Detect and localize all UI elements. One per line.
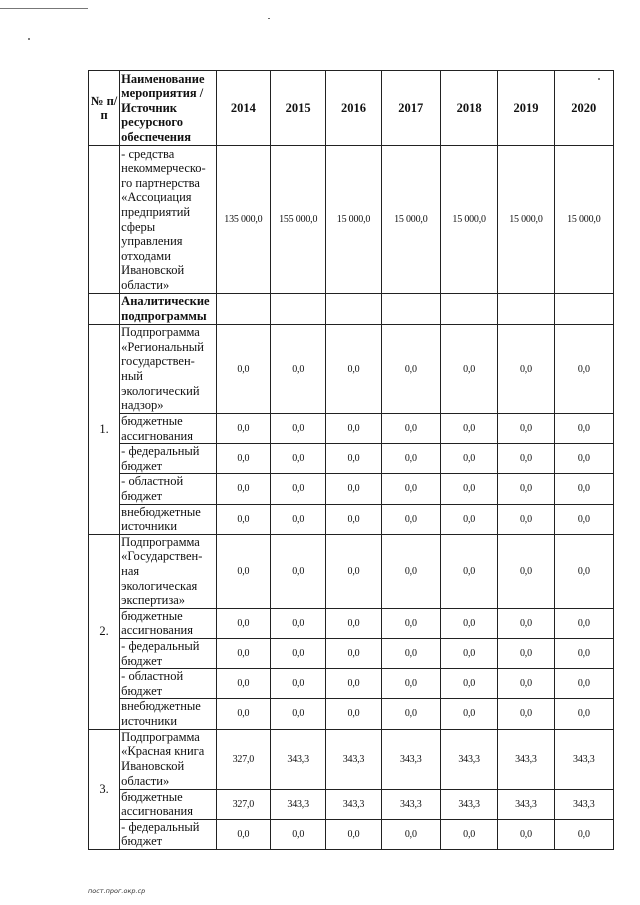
row-value: 15 000,0 (554, 146, 613, 294)
row-value: 0,0 (554, 534, 613, 608)
row-value: 0,0 (381, 638, 440, 668)
row-value: 0,0 (216, 474, 270, 504)
row-value: 0,0 (554, 699, 613, 729)
row-value: 343,3 (326, 729, 381, 789)
row-value-empty (381, 294, 440, 325)
row-value: 0,0 (440, 414, 497, 444)
table-row (89, 819, 614, 849)
row-value: 0,0 (326, 819, 381, 849)
row-value: 343,3 (381, 789, 440, 819)
row-value: 0,0 (381, 474, 440, 504)
row-value: 343,3 (498, 789, 554, 819)
row-value: 327,0 (216, 789, 270, 819)
row-value: 0,0 (216, 699, 270, 729)
table-row (89, 474, 614, 504)
row-value: 0,0 (498, 699, 554, 729)
row-value: 0,0 (271, 414, 326, 444)
row-value: 0,0 (440, 699, 497, 729)
row-value: 343,3 (326, 789, 381, 819)
row-value: 0,0 (216, 669, 270, 699)
row-value: 0,0 (440, 504, 497, 534)
row-value: 343,3 (271, 729, 326, 789)
row-value-empty (271, 294, 326, 325)
row-value: 0,0 (381, 699, 440, 729)
row-value: 343,3 (554, 789, 613, 819)
row-value: 0,0 (216, 608, 270, 638)
header-year: 2015 (271, 71, 326, 146)
row-value: 0,0 (554, 325, 613, 414)
row-value: 0,0 (440, 325, 497, 414)
row-value: 343,3 (271, 789, 326, 819)
row-value: 0,0 (554, 608, 613, 638)
row-value: 0,0 (216, 444, 270, 474)
table-row (89, 608, 614, 638)
row-value: 0,0 (440, 669, 497, 699)
row-value: 0,0 (326, 669, 381, 699)
row-name: внебюджетные источники (120, 504, 217, 534)
table-row (89, 146, 614, 294)
row-value: 0,0 (216, 819, 270, 849)
row-value: 0,0 (554, 444, 613, 474)
row-value: 0,0 (554, 474, 613, 504)
row-num: 2. (89, 534, 120, 729)
row-name: Подпрограмма «Красная книга Ивановской области» (120, 729, 217, 789)
row-value: 0,0 (381, 669, 440, 699)
row-name: бюджетные ассигнования (120, 608, 217, 638)
row-value: 0,0 (381, 819, 440, 849)
row-value: 0,0 (381, 444, 440, 474)
header-name: Наименование мероприятия / Источник ресурсного обеспечения (120, 71, 217, 146)
row-value: 0,0 (498, 669, 554, 699)
row-value: 0,0 (271, 669, 326, 699)
row-value: 0,0 (326, 608, 381, 638)
row-value: 0,0 (498, 534, 554, 608)
row-value: 343,3 (440, 789, 497, 819)
row-name: Подпрограмма «Государствен-ная экологическая экспертиза» (120, 534, 217, 608)
table-row (89, 534, 614, 608)
row-num: 1. (89, 325, 120, 535)
row-value: 0,0 (326, 325, 381, 414)
row-value: 0,0 (326, 444, 381, 474)
row-name: - средства некоммерческо-го партнерства «Ассоциация предприятий сферы управления отходами Ивановской области» (120, 146, 217, 294)
row-value-empty (216, 294, 270, 325)
row-value: 15 000,0 (440, 146, 497, 294)
row-value: 0,0 (498, 608, 554, 638)
row-value: 0,0 (554, 504, 613, 534)
row-value: 0,0 (381, 534, 440, 608)
table-row (89, 699, 614, 729)
row-value: 0,0 (271, 504, 326, 534)
row-value: 0,0 (271, 444, 326, 474)
row-value: 0,0 (440, 819, 497, 849)
row-name: - федеральный бюджет (120, 444, 217, 474)
row-value: 15 000,0 (381, 146, 440, 294)
row-name: - областной бюджет (120, 474, 217, 504)
row-name: внебюджетные источники (120, 699, 217, 729)
table-row (89, 789, 614, 819)
row-value: 0,0 (440, 608, 497, 638)
row-value: 343,3 (498, 729, 554, 789)
row-value: 15 000,0 (498, 146, 554, 294)
row-value-empty (554, 294, 613, 325)
footer-filename: пост.прог.окр.ср (88, 887, 146, 895)
header-year: 2016 (326, 71, 381, 146)
scan-speck (268, 18, 270, 19)
row-value: 0,0 (554, 669, 613, 699)
row-value: 0,0 (326, 534, 381, 608)
row-value: 0,0 (326, 638, 381, 668)
row-value-empty (326, 294, 381, 325)
header-num: № п/п (89, 71, 120, 146)
row-value: 343,3 (554, 729, 613, 789)
row-value: 0,0 (216, 414, 270, 444)
row-value: 0,0 (326, 414, 381, 444)
table-row (89, 325, 614, 414)
row-value: 0,0 (216, 504, 270, 534)
row-value: 0,0 (326, 699, 381, 729)
row-value: 0,0 (271, 638, 326, 668)
row-value: 0,0 (326, 504, 381, 534)
table-row (89, 294, 614, 325)
row-value: 0,0 (498, 414, 554, 444)
row-value: 0,0 (498, 444, 554, 474)
scan-speck (28, 38, 30, 40)
row-value: 327,0 (216, 729, 270, 789)
header-year: 2014 (216, 71, 270, 146)
row-value: 0,0 (498, 504, 554, 534)
section-title: Аналитические подпрограммы (120, 294, 217, 325)
row-value: 0,0 (440, 474, 497, 504)
row-value: 135 000,0 (216, 146, 270, 294)
row-value: 0,0 (554, 819, 613, 849)
row-value: 0,0 (381, 325, 440, 414)
budget-table (88, 70, 614, 850)
row-value: 343,3 (440, 729, 497, 789)
row-value: 0,0 (271, 474, 326, 504)
scan-artifact-line (0, 8, 88, 9)
row-value: 0,0 (440, 444, 497, 474)
row-value: 0,0 (216, 638, 270, 668)
row-value: 0,0 (498, 819, 554, 849)
table-row (89, 414, 614, 444)
row-name: бюджетные ассигнования (120, 789, 217, 819)
row-value: 343,3 (381, 729, 440, 789)
row-value: 0,0 (440, 638, 497, 668)
row-value-empty (498, 294, 554, 325)
row-value: 0,0 (216, 325, 270, 414)
header-year: 2017 (381, 71, 440, 146)
row-num-empty (89, 146, 120, 294)
header-row (89, 71, 614, 146)
row-value: 0,0 (271, 608, 326, 638)
row-value: 0,0 (381, 608, 440, 638)
header-year: 2018 (440, 71, 497, 146)
table-row (89, 669, 614, 699)
row-value: 0,0 (381, 414, 440, 444)
table-row (89, 444, 614, 474)
table-row (89, 729, 614, 789)
row-name: бюджетные ассигнования (120, 414, 217, 444)
table-row (89, 504, 614, 534)
header-year: 2019 (498, 71, 554, 146)
row-value: 0,0 (498, 474, 554, 504)
row-value: 0,0 (554, 414, 613, 444)
row-value: 0,0 (498, 638, 554, 668)
table-row (89, 638, 614, 668)
header-year: 2020 (554, 71, 613, 146)
row-value: 0,0 (216, 534, 270, 608)
row-value: 0,0 (381, 504, 440, 534)
row-value: 0,0 (326, 474, 381, 504)
row-value: 15 000,0 (326, 146, 381, 294)
row-value: 0,0 (440, 534, 497, 608)
row-value: 0,0 (498, 325, 554, 414)
row-name: Подпрограмма «Региональный государствен-ный экологический надзор» (120, 325, 217, 414)
row-name: - областной бюджет (120, 669, 217, 699)
row-value: 0,0 (271, 534, 326, 608)
row-value: 0,0 (271, 819, 326, 849)
row-name: - федеральный бюджет (120, 819, 217, 849)
row-value: 0,0 (271, 699, 326, 729)
row-value-empty (440, 294, 497, 325)
row-value: 0,0 (554, 638, 613, 668)
row-num: 3. (89, 729, 120, 849)
row-name: - федеральный бюджет (120, 638, 217, 668)
row-value: 0,0 (271, 325, 326, 414)
row-value: 155 000,0 (271, 146, 326, 294)
row-num-empty (89, 294, 120, 325)
